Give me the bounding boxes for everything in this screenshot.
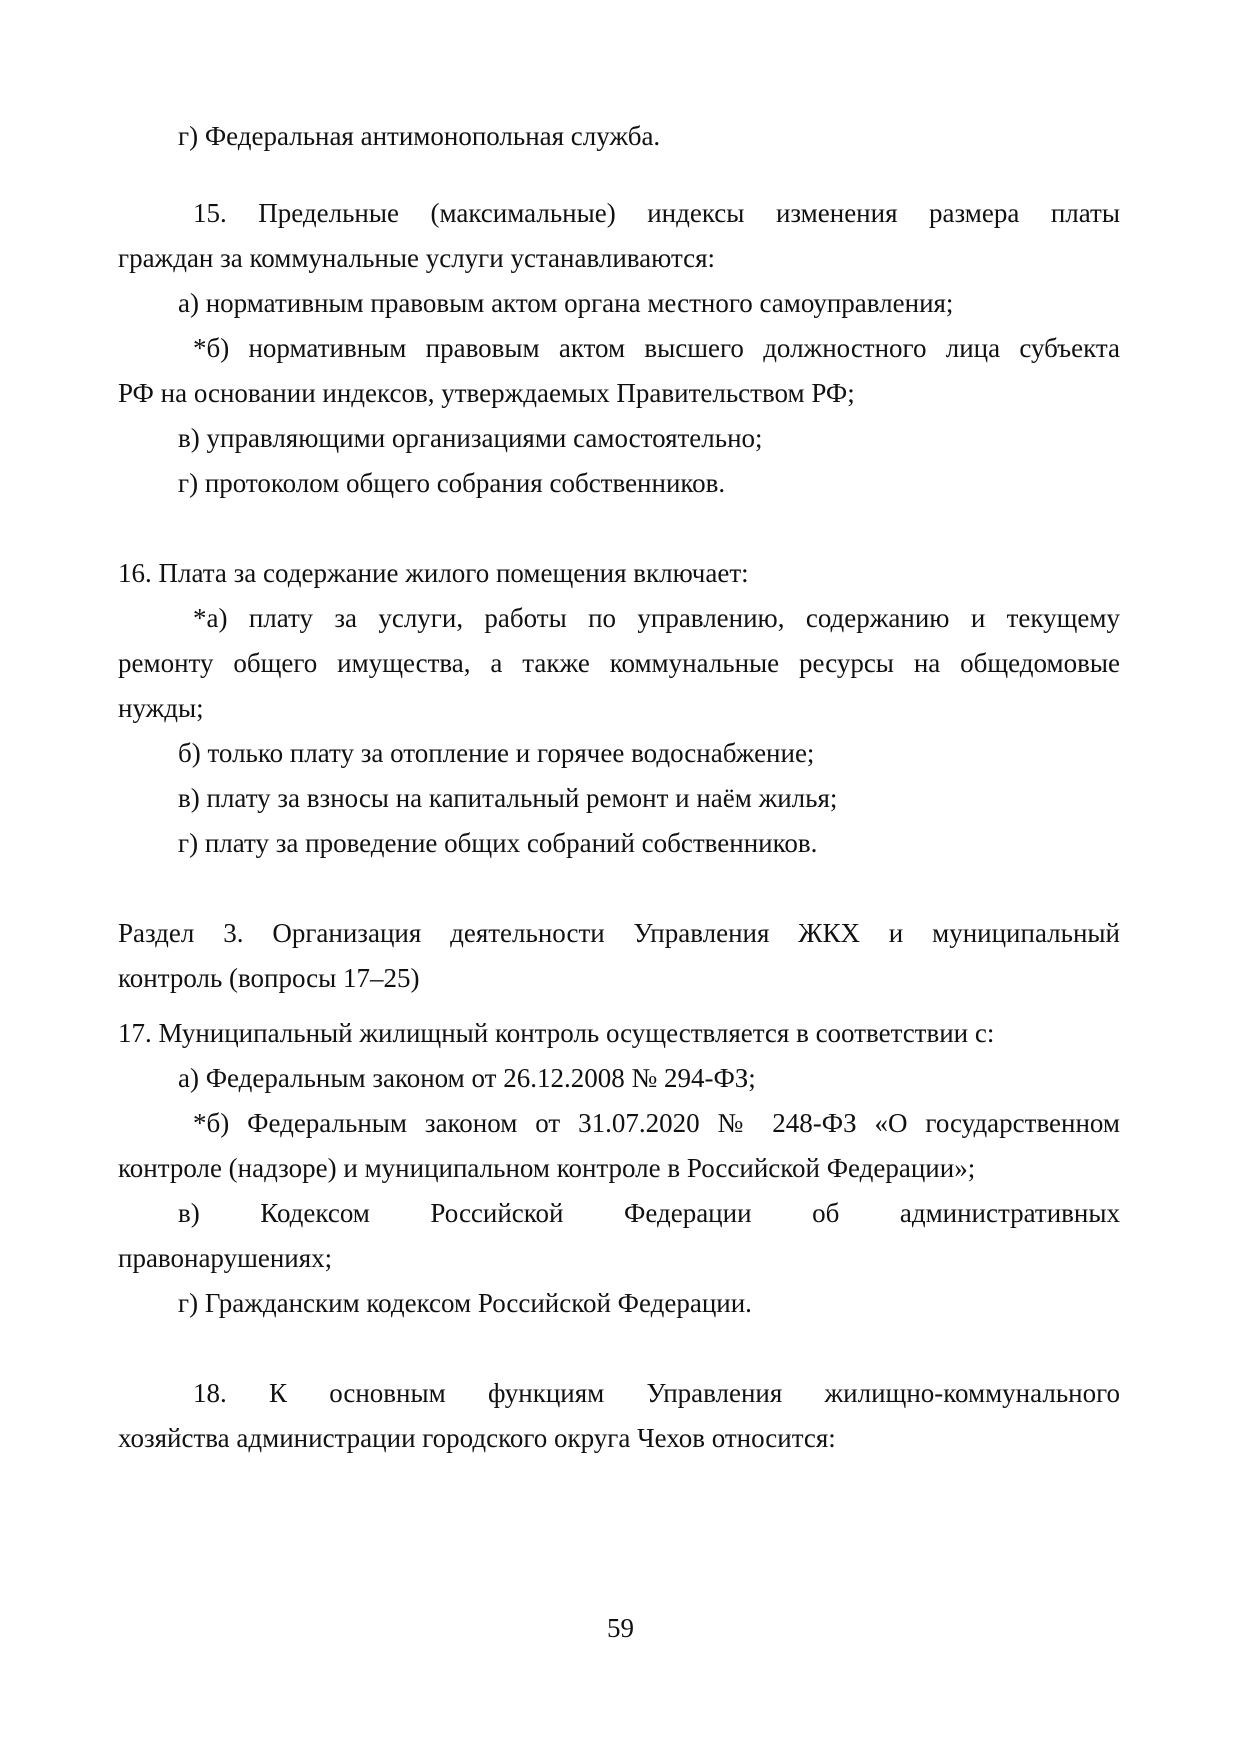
q15-option-v: в) управляющими организациями самостоятельно;	[178, 423, 763, 453]
section-3-heading-line-2: контроль (вопросы 17–25)	[118, 963, 420, 993]
q15-option-b-line-1: *б) нормативным правовым актом высшего должностного лица субъекта	[193, 333, 1120, 363]
q16-option-g: г) плату за проведение общих собраний собственников.	[178, 828, 818, 858]
q17-question: 17. Муниципальный жилищный контроль осуществляется в соответствии с:	[118, 1018, 995, 1048]
q16-option-a-line-1: *а) плату за услуги, работы по управлению, содержанию и текущему	[193, 603, 1120, 633]
q15-option-b-line-2: РФ на основании индексов, утверждаемых Правительством РФ;	[118, 378, 855, 408]
q17-option-b-line-2: контроле (надзоре) и муниципальном контроле в Российской Федерации»;	[118, 1153, 976, 1183]
q15-option-a: а) нормативным правовым актом органа местного самоуправления;	[178, 288, 954, 318]
q16-option-a-line-3: нужды;	[118, 693, 204, 723]
q17-option-a: а) Федеральным законом от 26.12.2008 № 294-ФЗ;	[178, 1063, 756, 1093]
q15-question-line-1: 15. Предельные (максимальные) индексы изменения размера платы	[193, 198, 1120, 228]
q17-option-b-line-1: *б) Федеральным законом от 31.07.2020 № 248-ФЗ «О государственном	[193, 1108, 1120, 1138]
page-number: 59	[607, 1613, 634, 1643]
q16-option-a-line-2: ремонту общего имущества, а также коммунальные ресурсы на общедомовые	[118, 648, 1120, 678]
q16-question: 16. Плата за содержание жилого помещения включает:	[118, 558, 749, 588]
q15-option-g: г) протоколом общего собрания собственников.	[178, 468, 726, 498]
q14-option-g: г) Федеральная антимонопольная служба.	[178, 121, 661, 151]
section-3-heading-line-1: Раздел 3. Организация деятельности Управления ЖКХ и муниципальный	[118, 918, 1120, 948]
q16-option-b: б) только плату за отопление и горячее водоснабжение;	[178, 738, 815, 768]
q15-question-line-2: граждан за коммунальные услуги устанавливаются:	[118, 243, 716, 273]
q17-option-g: г) Гражданским кодексом Российской Федерации.	[178, 1288, 752, 1318]
q16-option-v: в) плату за взносы на капитальный ремонт и наём жилья;	[178, 783, 838, 813]
q18-question-line-2: хозяйства администрации городского округа Чехов относится:	[118, 1423, 836, 1453]
q17-option-v-line-1: в) Кодексом Российской Федерации об административных	[178, 1198, 1120, 1228]
q18-question-line-1: 18. К основным функциям Управления жилищно-коммунального	[193, 1378, 1120, 1408]
q17-option-v-line-2: правонарушениях;	[118, 1243, 333, 1273]
